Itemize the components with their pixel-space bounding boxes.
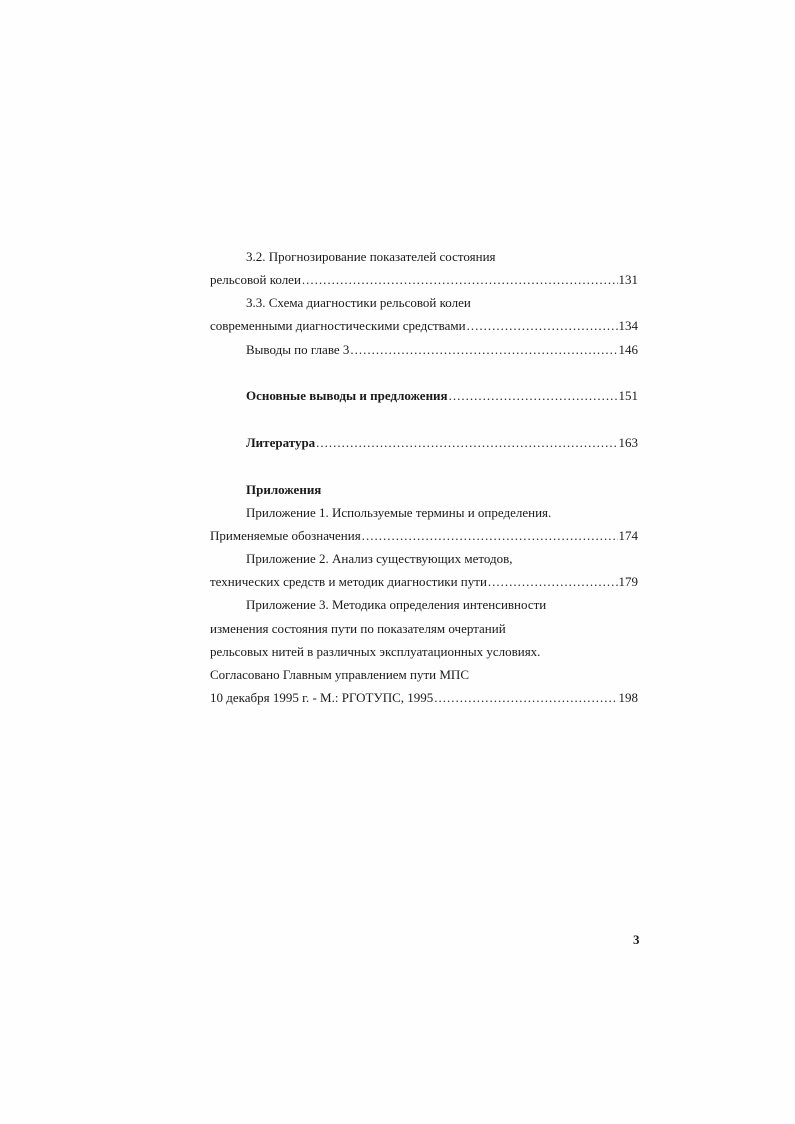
toc-conclusions-ch3-page: 146 xyxy=(618,342,638,357)
toc-entry-conclusions-ch3 xyxy=(246,342,638,358)
toc-app3-line2: изменения состояния пути по показателям очертаний xyxy=(210,621,506,636)
toc-3-3-label: современными диагностическими средствами xyxy=(210,318,466,333)
toc-app1-page: 174 xyxy=(618,528,638,543)
toc-literature-label: Литература xyxy=(246,435,316,450)
dot-leader xyxy=(316,435,617,451)
appendices-heading: Приложения xyxy=(246,482,322,497)
toc-app2-page: 179 xyxy=(618,574,638,589)
toc-main-conclusions-label: Основные выводы и предложения xyxy=(246,388,448,403)
page-number: 3 xyxy=(633,932,640,947)
dot-leader xyxy=(467,318,618,334)
toc-app1-label: Применяемые обозначения xyxy=(210,528,361,543)
toc-3-3-title: 3.3. Схема диагностики рельсовой колеи xyxy=(246,295,471,310)
toc-conclusions-ch3-label: Выводы по главе 3 xyxy=(246,342,350,357)
dot-leader xyxy=(302,272,618,288)
toc-app3-title: Приложение 3. Методика определения интенсивности xyxy=(246,597,547,612)
toc-3-2-label: рельсовой колеи xyxy=(210,272,301,287)
toc-main-conclusions-page: 151 xyxy=(618,388,638,403)
dot-leader xyxy=(350,342,617,358)
toc-app2-title: Приложение 2. Анализ существующих методов, xyxy=(246,551,513,566)
toc-literature-page: 163 xyxy=(618,435,638,450)
toc-3-2-page: 131 xyxy=(618,272,638,287)
toc-entry-app1 xyxy=(210,528,638,544)
toc-app1-title: Приложение 1. Используемые термины и определения. xyxy=(246,505,552,520)
dot-leader xyxy=(362,528,618,544)
toc-app3-label: 10 декабря 1995 г. - М.: РГОТУПС, 1995 xyxy=(210,690,434,705)
dot-leader xyxy=(434,690,617,706)
toc-entry-main-conclusions xyxy=(246,388,638,404)
dot-leader xyxy=(449,388,618,404)
toc-entry-3-3 xyxy=(210,318,638,334)
toc-app3-line4: Согласовано Главным управлением пути МПС xyxy=(210,667,469,682)
toc-app3-page: 198 xyxy=(618,690,638,705)
toc-3-3-page: 134 xyxy=(618,318,638,333)
dot-leader xyxy=(488,574,618,590)
toc-entry-3-2 xyxy=(210,272,638,288)
toc-entry-app2 xyxy=(210,574,638,590)
toc-entry-literature xyxy=(246,435,638,451)
toc-app3-line3: рельсовых нитей в различных эксплуатационных условиях. xyxy=(210,644,541,659)
toc-app2-label: технических средств и методик диагностики пути xyxy=(210,574,487,589)
toc-entry-app3 xyxy=(210,690,638,706)
toc-3-2-title: 3.2. Прогнозирование показателей состояния xyxy=(246,249,496,264)
